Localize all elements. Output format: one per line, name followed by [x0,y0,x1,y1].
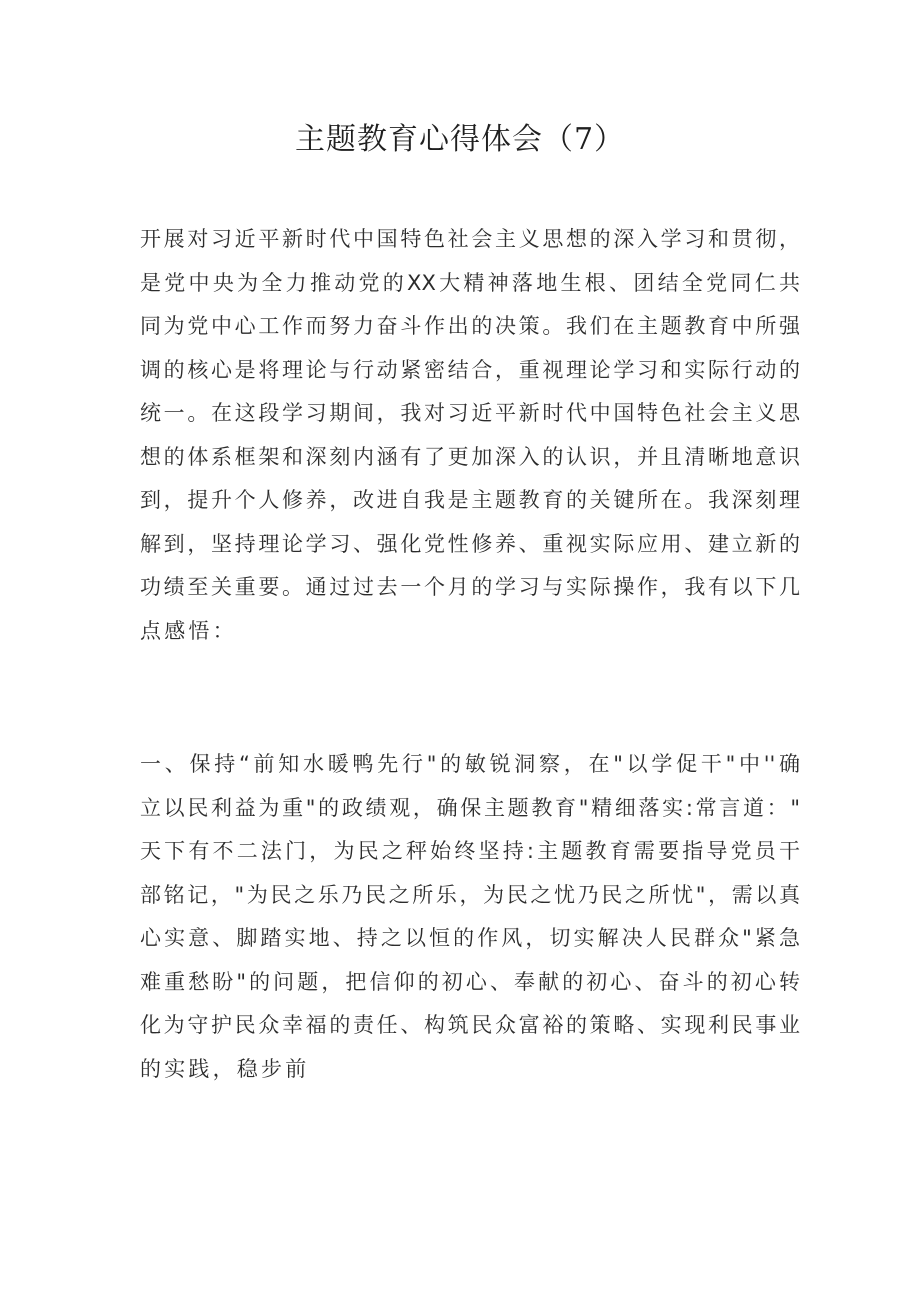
paragraph-intro [140,218,800,653]
paragraph-line: 部铭记，"为民之乐乃民之所乐，为民之忧乃民之所忧"，需以真 [140,882,800,907]
paragraph-line: 统一。在这段学习期间，我对习近平新时代中国特色社会主义思 [140,401,800,425]
paragraph-line: 同为党中心工作而努力奋斗作出的决策。我们在主题教育中所强 [140,314,800,338]
paragraph-line: 开展对习近平新时代中国特色社会主义思想的深入学习和贯彻， [140,227,800,251]
paragraph-line: 调的核心是将理论与行动紧密结合，重视理论学习和实际行动的 [140,357,800,382]
paragraph-line: 难重愁盼"的问题，把信仰的初心、奉献的初心、奋斗的初心转 [140,969,800,994]
paragraph-line: 功绩至关重要。通过过去一个月的学习与实际操作，我有以下几 [140,575,800,599]
paragraph-section-one [140,743,800,1091]
paragraph-line: 点感悟： [140,618,237,643]
paragraph-line: 化为守护民众幸福的责任、构筑民众富裕的策略、实现利民事业 [140,1013,800,1037]
paragraph-line: 心实意、脚踏实地、持之以恒的作风，切实解决人民群众"紧急 [140,926,800,950]
document-title: 主题教育心得体会（7） [294,122,626,157]
paragraph-line: 天下有不二法门，为民之秤始终坚持:主题教育需要指导党员干 [140,839,800,863]
paragraph-line: 解到，坚持理论学习、强化党性修养、重视实际应用、建立新的 [140,531,800,556]
paragraph-line: 的实践，稳步前 [140,1056,310,1081]
paragraph-line: 立以民利益为重"的政绩观，确保主题教育"精细落实:常言道：" [140,795,800,820]
paragraph-line: 到，提升个人修养，改进自我是主题教育的关键所在。我深刻理 [140,488,800,512]
paragraph-line: 一、保持“前知水暖鸭先行"的敏锐洞察，在"以学促干"中''确 [140,752,800,776]
paragraph-line: 想的体系框架和深刻内涵有了更加深入的认识，并且清晰地意识 [140,444,800,469]
paragraph-line: 是党中央为全力推动党的XX大精神落地生根、团结全党同仁共 [140,270,800,295]
